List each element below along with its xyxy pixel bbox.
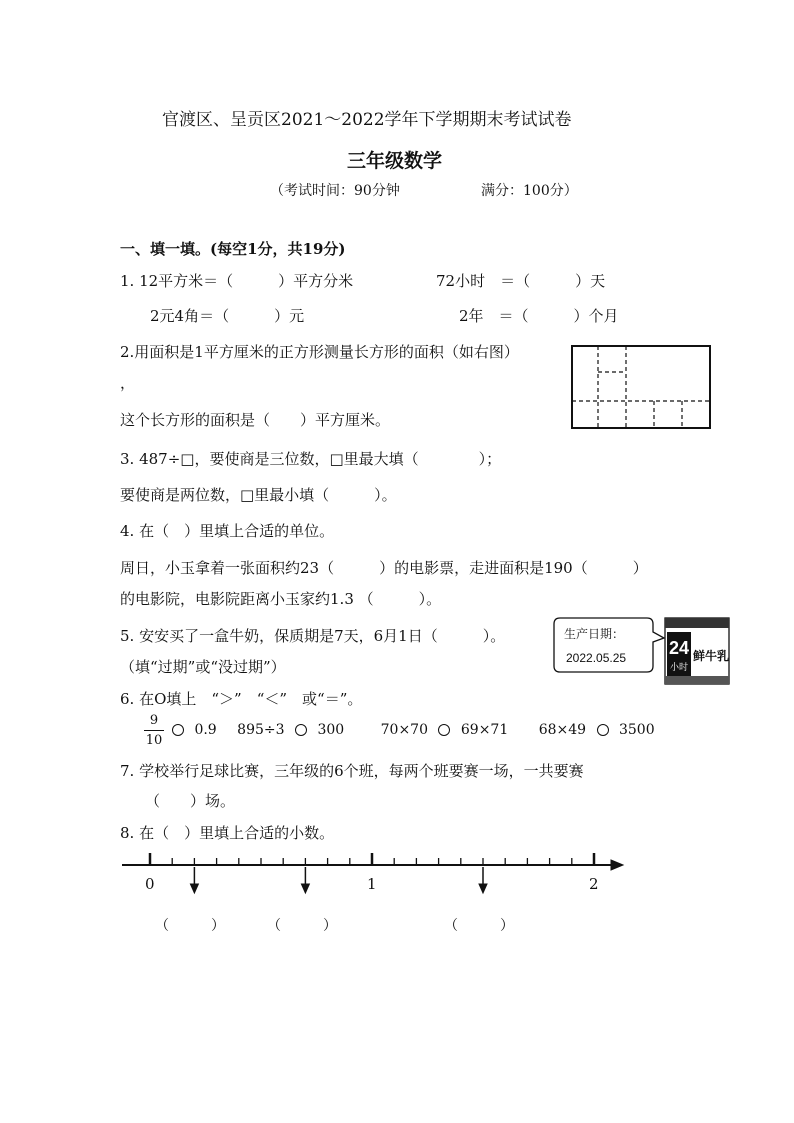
q1-line-b: 72小时 ＝（ ）天: [436, 272, 606, 290]
number-line-arrowhead: [611, 860, 623, 870]
q2-line-1: 2.用面积是1平方厘米的正方形测量长方形的面积（如右图）: [120, 343, 519, 361]
compare-circle-1[interactable]: [172, 724, 184, 736]
number-line: [118, 845, 628, 897]
compare-item-2a: 895÷3: [237, 722, 285, 738]
q1-line-a: 1. 12平方米＝（ ）平方分米: [120, 272, 354, 290]
section-heading: 一、填一填。(每空1分，共19分): [120, 240, 346, 258]
q4-line-1: 4. 在（ ）里填上合适的单位。: [120, 522, 335, 540]
q8-answer-3[interactable]: （ ）: [444, 918, 514, 934]
tick-label-2: 2: [589, 875, 599, 893]
compare-item-3b: 69×71: [460, 722, 509, 738]
q2-line-2: 这个长方形的面积是（ ）平方厘米。: [120, 411, 391, 429]
fraction-denominator: 10: [145, 733, 163, 748]
compare-item-2b: 300: [317, 722, 345, 738]
arrow-marker-head-1: [190, 884, 198, 893]
compare-circle-3[interactable]: [438, 724, 450, 736]
carton-product: 鲜牛乳: [693, 649, 730, 663]
arrow-marker-head-3: [479, 884, 487, 893]
compare-item-4b: 3500: [618, 722, 655, 738]
carton-24: 24: [669, 638, 690, 658]
q7-line-1: 7. 学校举行足球比赛，三年级的6个班，每两个班要赛一场，一共要赛: [120, 762, 584, 780]
bubble-date: 2022.05.25: [566, 651, 627, 665]
q5-line-1: 5. 安安买了一盒牛奶，保质期是7天，6月1日（ ）。: [120, 627, 506, 645]
fraction-nine-tenths: [144, 713, 164, 748]
arrow-marker-head-2: [301, 884, 309, 893]
q4-line-3: 的电影院，电影院距离小玉家约1.3 （ ）。: [120, 590, 442, 608]
q3-line-2: 要使商是两位数，□里最小填（ ）。: [120, 486, 397, 504]
compare-item-1: 0.9: [194, 722, 217, 738]
compare-row: [172, 722, 655, 738]
exam-title: 官渡区、呈贡区2021～2022学年下学期期末考试试卷: [162, 110, 572, 130]
rectangle-area-figure: [571, 345, 711, 429]
carton-hours: 小时: [670, 662, 689, 672]
q1-line-c: 2元4角＝（ ）元: [150, 307, 305, 325]
exam-time: （考试时间：90分钟: [270, 183, 400, 199]
q5-line-2: （填“过期”或“没过期”）: [120, 658, 286, 676]
q8-line-1: 8. 在（ ）里填上合适的小数。: [120, 824, 335, 842]
q1-line-d: 2年 ＝（ ）个月: [459, 307, 619, 325]
q2-comma: ，: [120, 374, 136, 392]
exam-score: 满分：100分）: [481, 183, 578, 199]
compare-circle-2[interactable]: [295, 724, 307, 736]
tick-label-1: 1: [367, 875, 377, 893]
exam-subtitle: 三年级数学: [347, 150, 443, 172]
fraction-numerator: 9: [149, 713, 159, 728]
q6-line-1: 6. 在O填上 “＞” “＜” 或“＝”。: [120, 690, 363, 708]
q8-answer-2[interactable]: （ ）: [267, 918, 337, 934]
compare-circle-4[interactable]: [597, 724, 609, 736]
compare-item-4a: 68×49: [538, 722, 587, 738]
tick-label-0: 0: [145, 875, 155, 893]
q8-answer-1[interactable]: （ ）: [155, 918, 225, 934]
q4-line-2: 周日，小玉拿着一张面积约23（ ）的电影票，走进面积是190（ ）: [120, 559, 648, 577]
q7-line-2: （ ）场。: [145, 792, 236, 810]
milk-carton-figure: [552, 612, 732, 688]
q3-line-1: 3. 487÷□，要使商是三位数，□里最大填（ ）；: [120, 450, 502, 468]
bubble-label: 生产日期：: [564, 627, 625, 641]
compare-item-3a: 70×70: [380, 722, 428, 738]
